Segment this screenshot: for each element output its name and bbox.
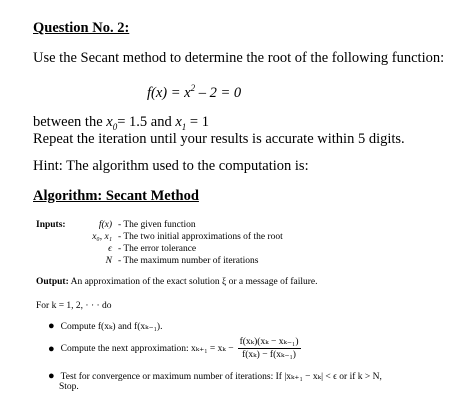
step-2 (48, 336, 301, 361)
input-symbol: x₀, x₁ (92, 232, 112, 242)
input-symbol: N (105, 256, 112, 266)
step-1-text: Compute f(xₖ) and f(xₖ₋₁). (60, 322, 163, 332)
x0-sub: 0 (112, 121, 118, 132)
between-line (33, 114, 209, 132)
input-description: - The error tolerance (118, 244, 197, 254)
inputs-list (76, 219, 283, 267)
input-description: - The given function (118, 220, 196, 230)
inputs-block (36, 219, 283, 267)
output-label: Output: (36, 277, 69, 287)
step-2-prefix: Compute the next approximation: xₖ₊₁ = xₖ − (60, 344, 234, 354)
function-equation (147, 83, 241, 102)
instruction-text: Use the Secant method to determine the root of the following function: (33, 50, 445, 66)
bullet-icon: ● (48, 342, 55, 355)
x0-rest: = 1.5 and (117, 114, 176, 130)
repeat-text: Repeat the iteration until your results is accurate within 5 digits. (33, 131, 405, 147)
inputs-label: Inputs: (36, 220, 66, 230)
function-lhs: f(x) = x (147, 84, 191, 101)
fraction-denominator: f(xₖ) − f(xₖ₋₁) (242, 350, 296, 360)
step-3-line1: Test for convergence or maximum number of iterations: If |xₖ₊₁ − xₖ| < ϵ or if k > N, (60, 372, 382, 382)
bullet-icon: ● (48, 370, 55, 382)
output-line (36, 277, 318, 287)
step-3 (48, 370, 382, 383)
output-text: An approximation of the exact solution ξ or a message of failure. (68, 277, 318, 287)
step-1 (48, 320, 162, 332)
for-loop-line: For k = 1, 2, · · · do (36, 301, 112, 311)
x1-rest: = 1 (186, 114, 209, 130)
input-description: - The maximum number of iterations (118, 256, 259, 266)
secant-fraction (238, 336, 301, 361)
algorithm-title: Algorithm: Secant Method (33, 188, 199, 204)
question-title: Question No. 2: (33, 20, 130, 36)
fraction-numerator: f(xₖ)(xₖ − xₖ₋₁) (239, 337, 299, 347)
x0-var: x (106, 114, 113, 130)
step-3-stop: Stop. (59, 382, 79, 392)
function-exponent: 2 (190, 83, 196, 93)
x1-var: x (175, 114, 182, 130)
input-description: - The two initial approximations of the root (118, 232, 283, 242)
hint-text: Hint: The algorithm used to the computation is: (33, 158, 309, 174)
x1-sub: 1 (181, 121, 187, 132)
bullet-icon: ● (48, 320, 55, 332)
input-symbol: ϵ (108, 244, 112, 254)
between-prefix: between the (33, 114, 107, 130)
input-symbol: f(x) (98, 220, 112, 230)
function-rhs: – 2 = 0 (195, 84, 242, 101)
